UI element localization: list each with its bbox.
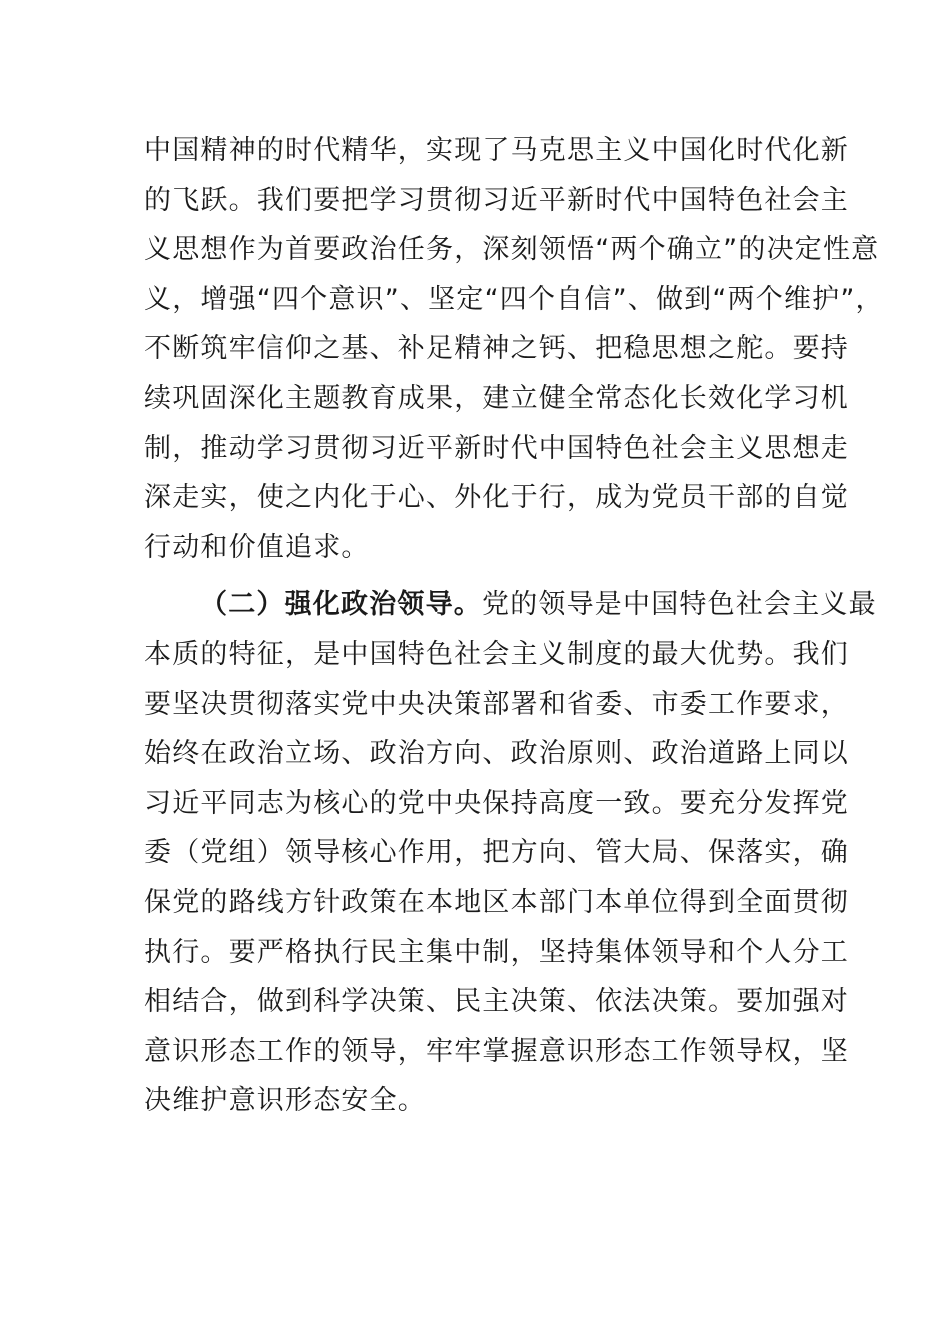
paragraph-2-line: 委（党组）领导核心作用，把方向、管大局、保落实，确 — [144, 837, 849, 869]
paragraph-1-line: 义，增强“四个意识”、坚定“四个自信”、做到“两个维护”， — [144, 283, 884, 315]
paragraph-2-line: 保党的路线方针政策在本地区本部门本单位得到全面贯彻 — [144, 886, 849, 918]
section-heading: （二）强化政治领导。 — [200, 589, 482, 621]
paragraph-1-line: 义思想作为首要政治任务，深刻领悟“两个确立”的决定性意 — [144, 234, 880, 266]
paragraph-1-line: 中国精神的时代精华，实现了马克思主义中国化时代化新 — [144, 135, 849, 166]
paragraph-1-line: 深走实，使之内化于心、外化于行，成为党员干部的自觉 — [144, 482, 849, 514]
paragraph-1-line: 的飞跃。我们要把学习贯彻习近平新时代中国特色社会主 — [144, 184, 849, 216]
paragraph-2-first-line — [144, 580, 877, 630]
paragraph-2-line: 决维护意识形态安全。 — [144, 1085, 426, 1117]
paragraph-2-line: 要坚决贯彻落实党中央决策部署和省委、市委工作要求， — [144, 688, 849, 720]
document-body — [144, 126, 884, 1126]
paragraph-1-line: 行动和价值追求。 — [144, 531, 370, 563]
paragraph-1-line: 不断筑牢信仰之基、补足精神之钙、把稳思想之舵。要持 — [144, 333, 849, 365]
paragraph-2-line: 意识形态工作的领导，牢牢掌握意识形态工作领导权，坚 — [144, 1035, 849, 1067]
paragraph-2-line: 相结合，做到科学决策、民主决策、依法决策。要加强对 — [144, 986, 849, 1018]
paragraph-2-line: 始终在政治立场、政治方向、政治原则、政治道路上同以 — [144, 738, 849, 770]
paragraph-2 — [144, 580, 877, 1126]
paragraph-spacing — [144, 572, 808, 580]
paragraph-2-line: 本质的特征，是中国特色社会主义制度的最大优势。我们 — [144, 638, 849, 670]
paragraph-1-line: 续巩固深化主题教育成果，建立健全常态化长效化学习机 — [144, 382, 849, 414]
paragraph-2-first-line-text: 党的领导是中国特色社会主义最 — [482, 589, 877, 621]
paragraph-2-line: 习近平同志为核心的党中央保持高度一致。要充分发挥党 — [144, 787, 849, 819]
paragraph-1 — [144, 126, 884, 572]
paragraph-1-line: 制，推动学习贯彻习近平新时代中国特色社会主义思想走 — [144, 432, 849, 464]
paragraph-2-line: 执行。要严格执行民主集中制，坚持集体领导和个人分工 — [144, 936, 849, 968]
